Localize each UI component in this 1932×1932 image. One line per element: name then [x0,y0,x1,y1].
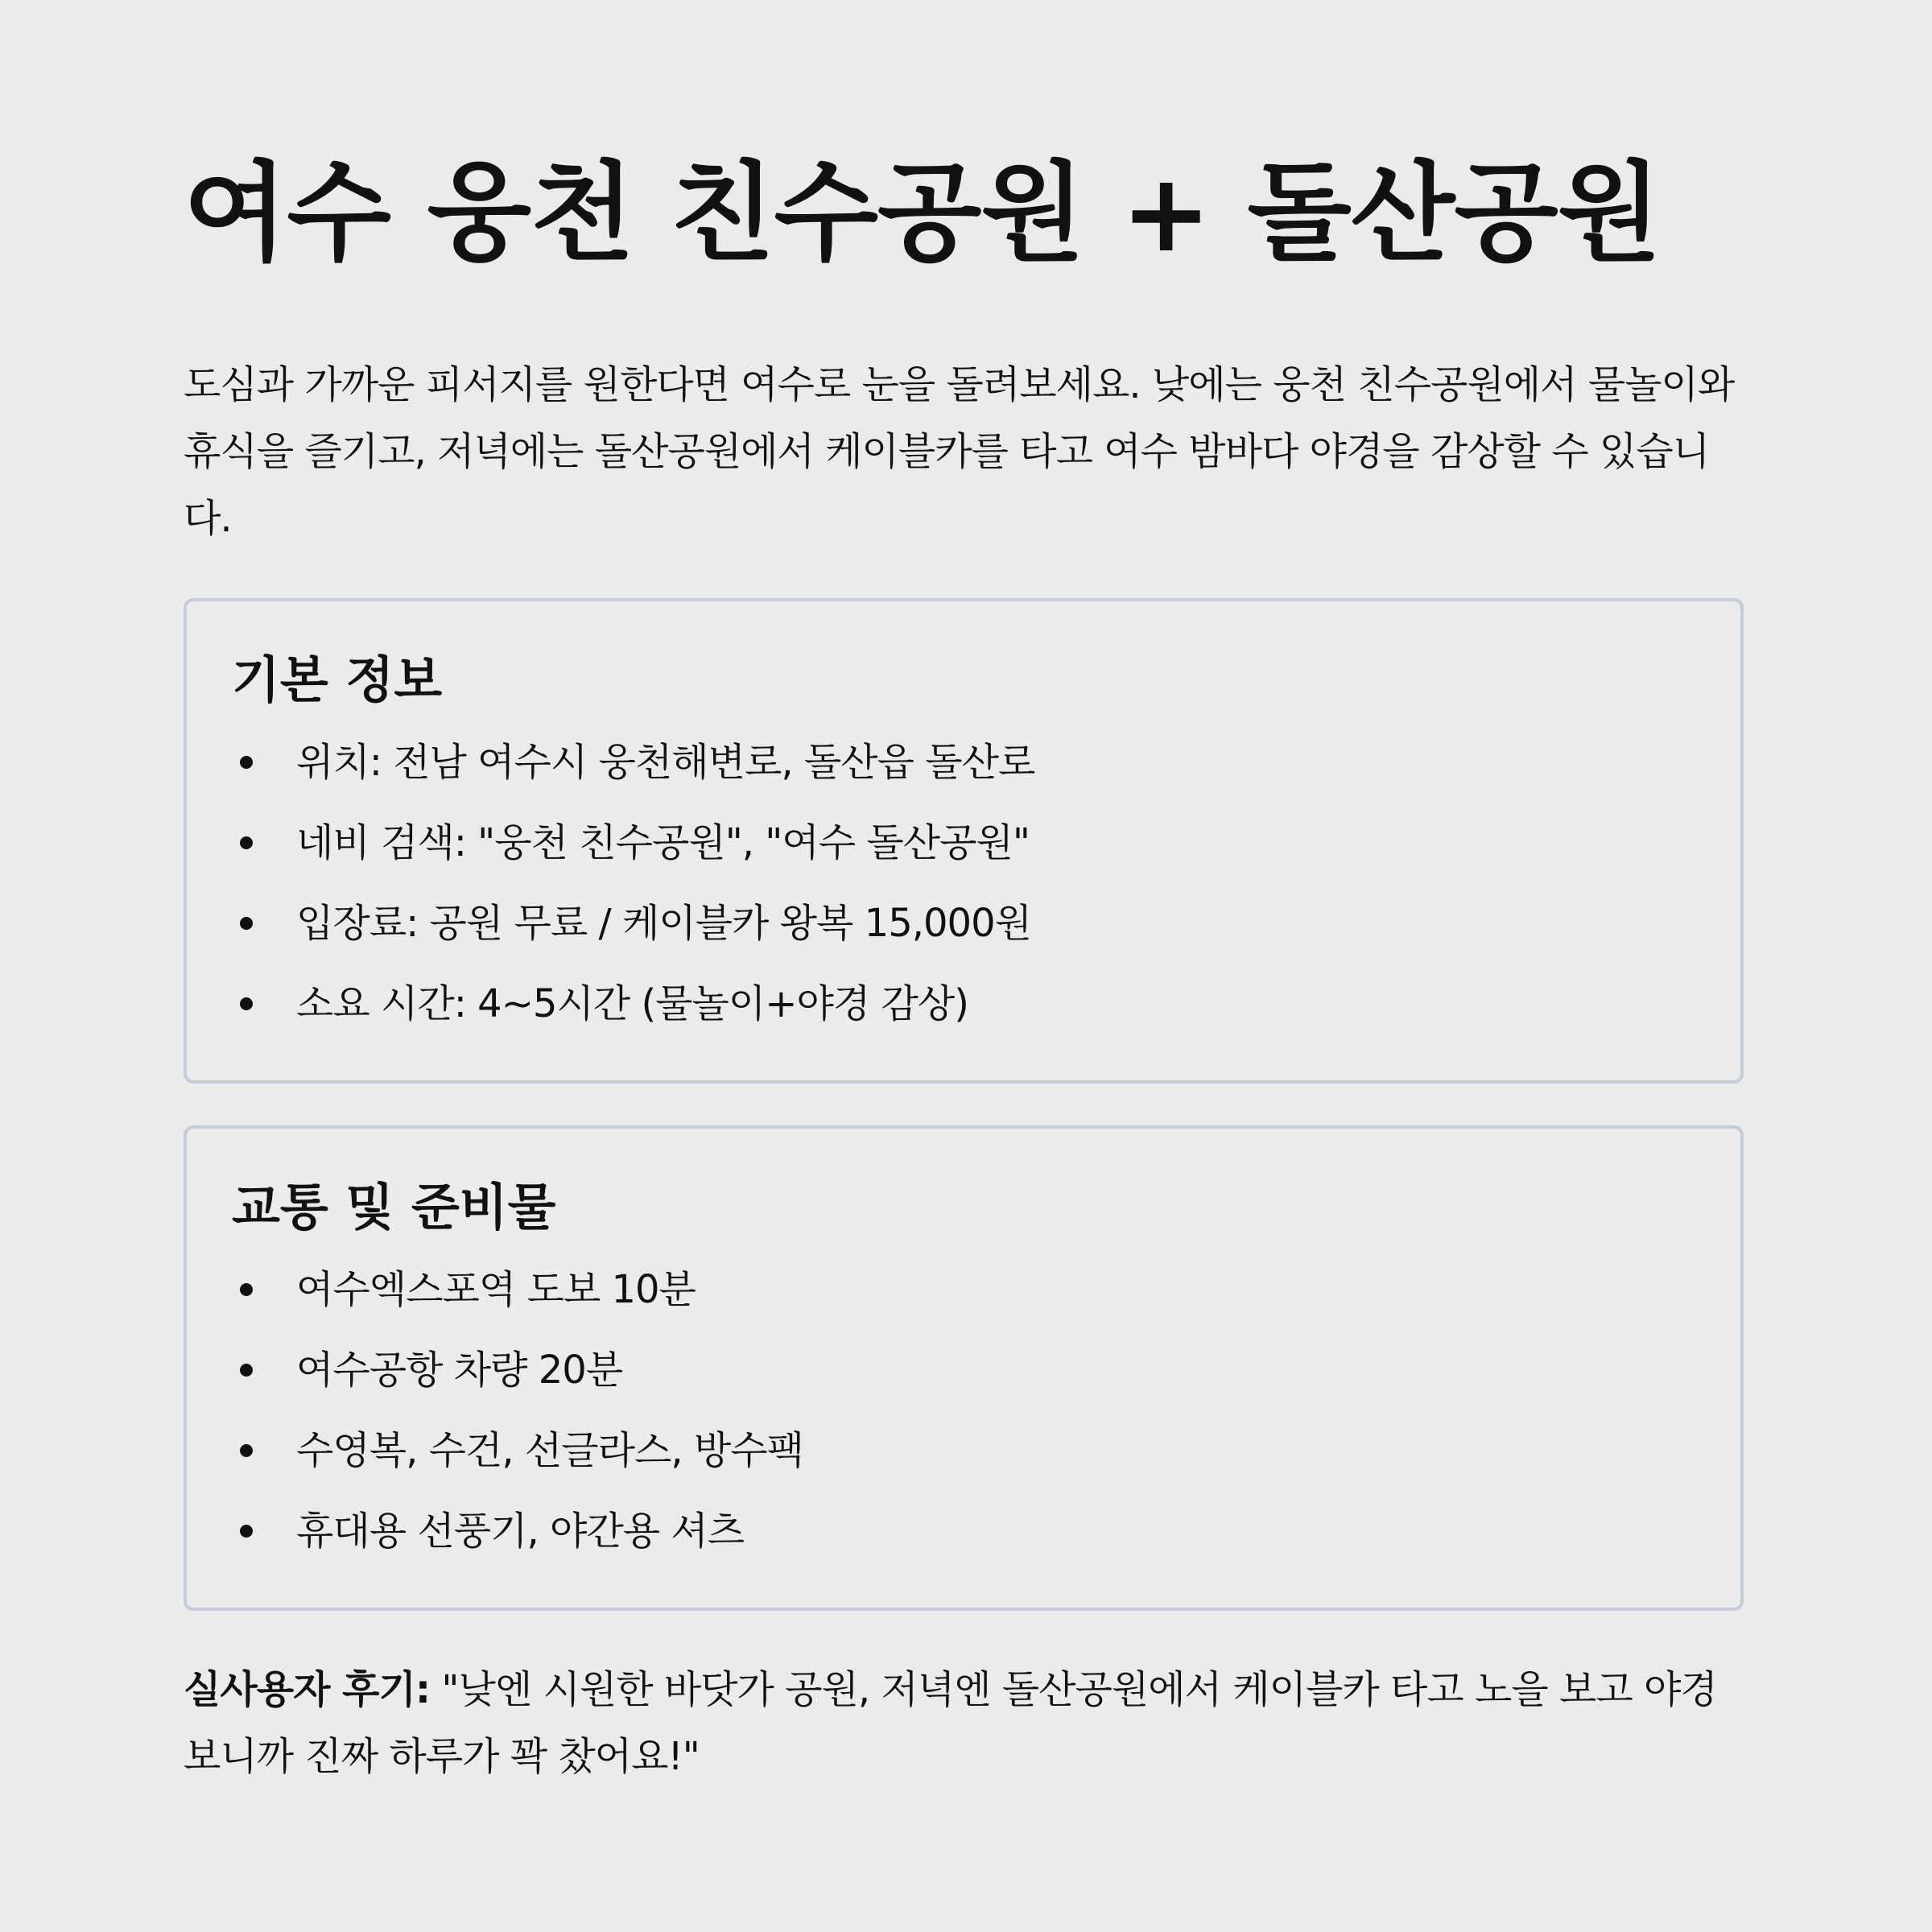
transport-card [184,1125,1744,1611]
basic-info-card [184,598,1744,1084]
transport-list [232,1249,1695,1571]
list-item [232,883,1695,964]
bullet-icon [240,836,253,849]
list-item-text: 수영복, 수건, 선글라스, 방수팩 [296,1428,803,1473]
list-item [232,964,1695,1044]
review-text: "낮엔 시원한 바닷가 공원, 저녁엔 돌산공원에서 케이블카 타고 노을 보고 야경 보니까 진짜 하루가 꽉 찼어요!" [184,1667,1717,1779]
bullet-icon [240,1364,253,1377]
review-paragraph [184,1657,1748,1790]
list-item-text: 입장료: 공원 무료 / 케이블카 왕복 15,000원 [296,901,1031,946]
list-item-text: 여수엑스포역 도보 10분 [296,1267,696,1312]
list-item-text: 네비 검색: "웅천 친수공원", "여수 돌산공원" [296,820,1030,865]
list-item-text: 휴대용 선풍기, 야간용 셔츠 [296,1509,745,1554]
list-item [232,803,1695,883]
page-title: 여수 웅천 친수공원 + 돌산공원 [184,151,1662,276]
transport-heading: 교통 및 준비물 [232,1178,556,1236]
review-label: 실사용자 후기: [184,1667,431,1712]
list-item [232,1491,1695,1571]
bullet-icon [240,917,253,930]
bullet-icon [240,1283,253,1296]
list-item [232,1249,1695,1330]
basic-info-heading: 기본 정보 [232,650,443,709]
intro-paragraph: 도심과 가까운 피서지를 원한다면 여수로 눈을 돌려보세요. 낮에는 웅천 친수공원에서 물놀이와 휴식을 즐기고, 저녁에는 돌산공원에서 케이블카를 타고 여수 밤바다 야경을 감상할 수 있습니다. [184,362,1735,541]
list-item-text: 소요 시간: 4~5시간 (물놀이+야경 감상) [296,981,968,1026]
bullet-icon [240,756,253,769]
list-item [232,722,1695,803]
basic-info-list [232,722,1695,1044]
list-item [232,1330,1695,1410]
bullet-icon [240,1525,253,1538]
bullet-icon [240,1444,253,1457]
list-item-text: 여수공항 차량 20분 [296,1348,623,1393]
list-item-text: 위치: 전남 여수시 웅천해변로, 돌산읍 돌산로 [296,740,1035,785]
list-item [232,1410,1695,1491]
bullet-icon [240,997,253,1010]
